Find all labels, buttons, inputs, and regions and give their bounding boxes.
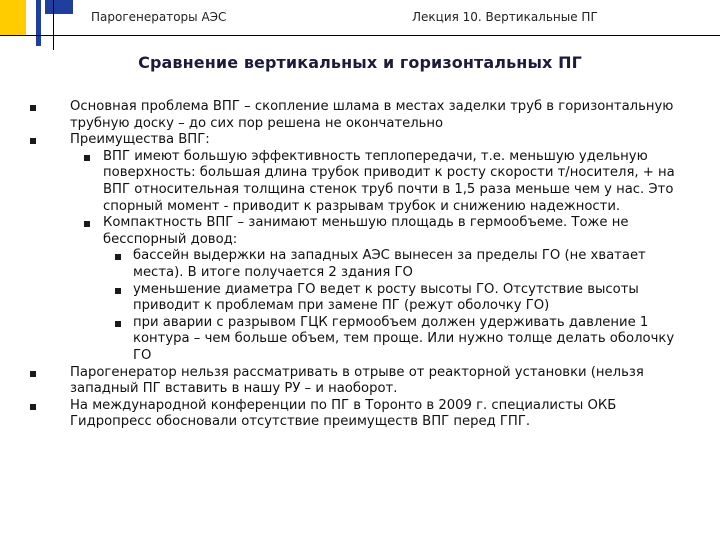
list-item [0,99,720,132]
list-item-text: бассейн выдержки на западных АЭС вынесен за пределы ГО (не хватает места). В итоге получается 2 здания ГО [133,248,646,280]
bullet-icon [30,138,36,144]
list-item [0,282,720,315]
list-item-text: Основная проблема ВПГ – скопление шлама в местах заделки труб в горизонтальную трубную доску – до сих пор решена не окончательно [70,99,674,131]
bullet-icon [30,105,36,111]
list-item [0,149,720,215]
list-item [0,315,720,365]
slide-content [0,99,720,431]
list-item [0,398,720,431]
bullet-icon [115,321,121,327]
bullet-icon [115,254,121,260]
list-item-text: Преимущества ВПГ: [70,132,210,148]
header-lecture-title: Лекция 10. Вертикальные ПГ [412,10,598,24]
header-blue-stripe [36,0,41,46]
list-item-text: уменьшение диаметра ГО ведет к росту высоты ГО. Отсутствие высоты приводит к проблемам при замене ПГ (режут оболочку ГО) [133,281,639,314]
header-blue-block [45,0,73,14]
header-rule [0,35,720,36]
bullet-icon [84,221,90,227]
list-item [0,215,720,248]
list-item [0,248,720,281]
bullet-icon [30,371,36,377]
bullet-icon [30,404,36,410]
header-vertical-line [53,0,54,50]
slide-title: Сравнение вертикальных и горизонтальных ПГ [138,53,582,72]
list-item-text: при аварии с разрывом ГЦК гермообъем должен удерживать давление 1 контура – чем больше объем, тем проще. Или нужно толще делать оболочку ГО [133,314,675,363]
list-item-text: Компактность ВПГ – занимают меньшую площадь в гермообъеме. Тоже не бесспорный довод: [103,215,629,247]
bullet-icon [115,288,121,294]
list-item-text: Парогенератор нельзя рассматривать в отрыве от реакторной установки (нельзя западный ПГ вставить в нашу РУ – и наоборот. [70,364,644,397]
list-item-text: На международной конференции по ПГ в Торонто в 2009 г. специалисты ОКБ Гидропресс обосновали отсутствие преимуществ ВПГ перед ГПГ. [70,397,617,430]
header-course-title: Парогенераторы АЭС [91,10,227,24]
header-yellow-block [0,0,26,35]
list-item [0,132,720,149]
list-item-text: ВПГ имеют большую эффективность теплопередачи, т.е. меньшую удельную поверхность: большая длина трубок приводит к росту скорости т/носителя, + на ВПГ относительная толщина стенок труб почти в 1,5 раза меньше чем у нас. Это спорный момент - приводит к разрывам трубок и снижению надежности. [103,148,675,214]
bullet-icon [84,155,90,161]
list-item [0,365,720,398]
